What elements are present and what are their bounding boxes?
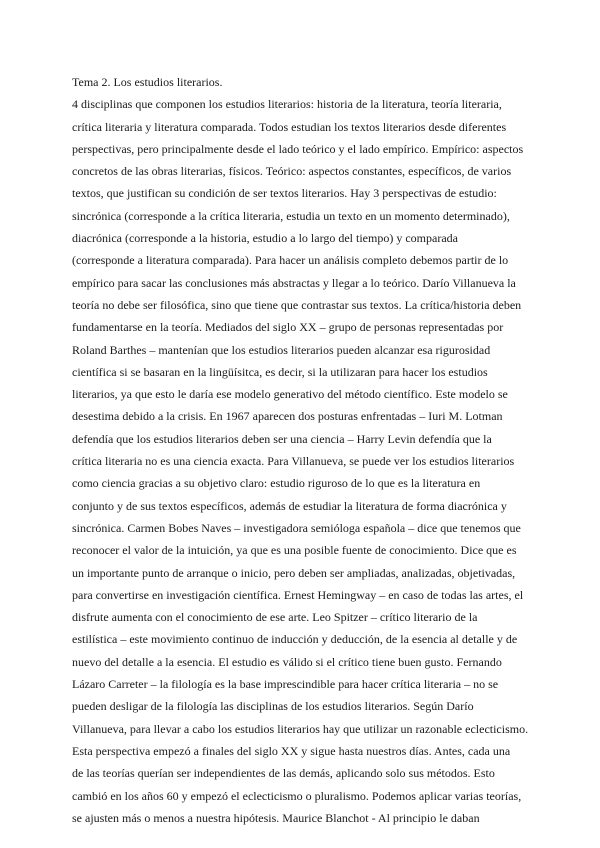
body-line: disfrute aumenta con el conocimiento de ese arte. Leo Spitzer – crítico literario de la	[72, 610, 478, 625]
body-line: literarios, ya que esto le daría ese modelo generativo del método científico. Este modelo se	[72, 387, 508, 402]
body-line: 4 disciplinas que componen los estudios literarios: historia de la literatura, teoría literaria,	[72, 97, 502, 112]
document-body	[72, 71, 532, 829]
body-line: sincrónica. Carmen Bobes Naves – investigadora semióloga española – dice que tenemos que	[72, 520, 521, 535]
body-line: científica si se basaran en la lingüísitca, es decir, si la utilizaran para hacer los estudios	[72, 364, 488, 379]
body-line: estilística – este movimiento continuo de inducción y deducción, de la esencia al detalle y de	[72, 632, 518, 647]
body-line: pueden desligar de la filología las disciplinas de los estudios literarios. Según Darío	[72, 699, 474, 714]
body-line: diacrónica (corresponde a la historia, estudio a lo largo del tiempo) y comparada	[72, 231, 458, 246]
body-line: conjunto y de sus textos específicos, además de estudiar la literatura de forma diacrónica y	[72, 498, 507, 513]
body-line: un importante punto de arranque o inicio, pero deben ser ampliadas, analizadas, objetivadas,	[72, 565, 516, 580]
body-line: crítica literaria no es una ciencia exacta. Para Villanueva, se puede ver los estudios literarios	[72, 454, 515, 469]
body-line: textos, que justifican su condición de ser textos literarios. Hay 3 perspectivas de estudio:	[72, 186, 497, 201]
body-line: (corresponde a literatura comparada). Para hacer un análisis completo debemos partir de lo	[72, 253, 509, 268]
body-line: teoría no debe ser filosófica, sino que tiene que contrastar sus textos. La crítica/historia deben	[72, 297, 522, 312]
body-line: desestima debido a la crisis. En 1967 aparecen dos posturas enfrentadas – Iuri M. Lotman	[72, 409, 503, 424]
body-line: Villanueva, para llevar a cabo los estudios literarios hay que utilizar un razonable eclecticismo.	[72, 721, 529, 736]
body-line: para convertirse en investigación científica. Ernest Hemingway – en caso de todas las artes, el	[72, 587, 524, 602]
body-line: fundamentarse en la teoría. Mediados del siglo XX – grupo de personas representadas por	[72, 320, 504, 335]
body-line: se ajusten más o menos a nuestra hipótesis. Maurice Blanchot - Al principio le daban	[72, 810, 480, 825]
body-line: perspectivas, pero principalmente desde el lado teórico y el lado empírico. Empírico: aspectos	[72, 141, 524, 156]
body-line: Lázaro Carreter – la filología es la base imprescindible para hacer crítica literaria – no se	[72, 677, 499, 692]
body-line: sincrónica (corresponde a la crítica literaria, estudia un texto en un momento determinado),	[72, 208, 510, 223]
body-line: Esta perspectiva empezó a finales del siglo XX y sigue hasta nuestros días. Antes, cada una	[72, 743, 511, 758]
body-line: como ciencia gracias a su objetivo claro: estudio riguroso de lo que es la literatura en	[72, 476, 481, 491]
body-line: crítica literaria y literatura comparada. Todos estudian los textos literarios desde diferentes	[72, 119, 507, 134]
body-line: nuevo del detalle a la esencia. El estudio es válido si el crítico tiene buen gusto. Fernando	[72, 654, 502, 669]
body-line: empírico para sacar las conclusiones más abstractas y llegar a lo teórico. Darío Villanueva la	[72, 275, 516, 290]
body-line: cambió en los años 60 y empezó el eclecticismo o pluralismo. Podemos aplicar varias teorías,	[72, 788, 522, 803]
body-line: reconocer el valor de la intuición, ya que es una posible fuente de conocimiento. Dice que es	[72, 543, 517, 558]
body-line: defendía que los estudios literarios deben ser una ciencia – Harry Levin defendía que la	[72, 431, 492, 446]
body-line: concretos de las obras literarias, físicos. Teórico: aspectos constantes, específicos, de varios	[72, 164, 512, 179]
document-title: Tema 2. Los estudios literarios.	[72, 75, 223, 89]
body-line: de las teorías querían ser independientes de las demás, aplicando solo sus métodos. Esto	[72, 766, 495, 781]
body-line: Roland Barthes – mantenían que los estudios literarios pueden alcanzar esa rigurosidad	[72, 342, 491, 357]
